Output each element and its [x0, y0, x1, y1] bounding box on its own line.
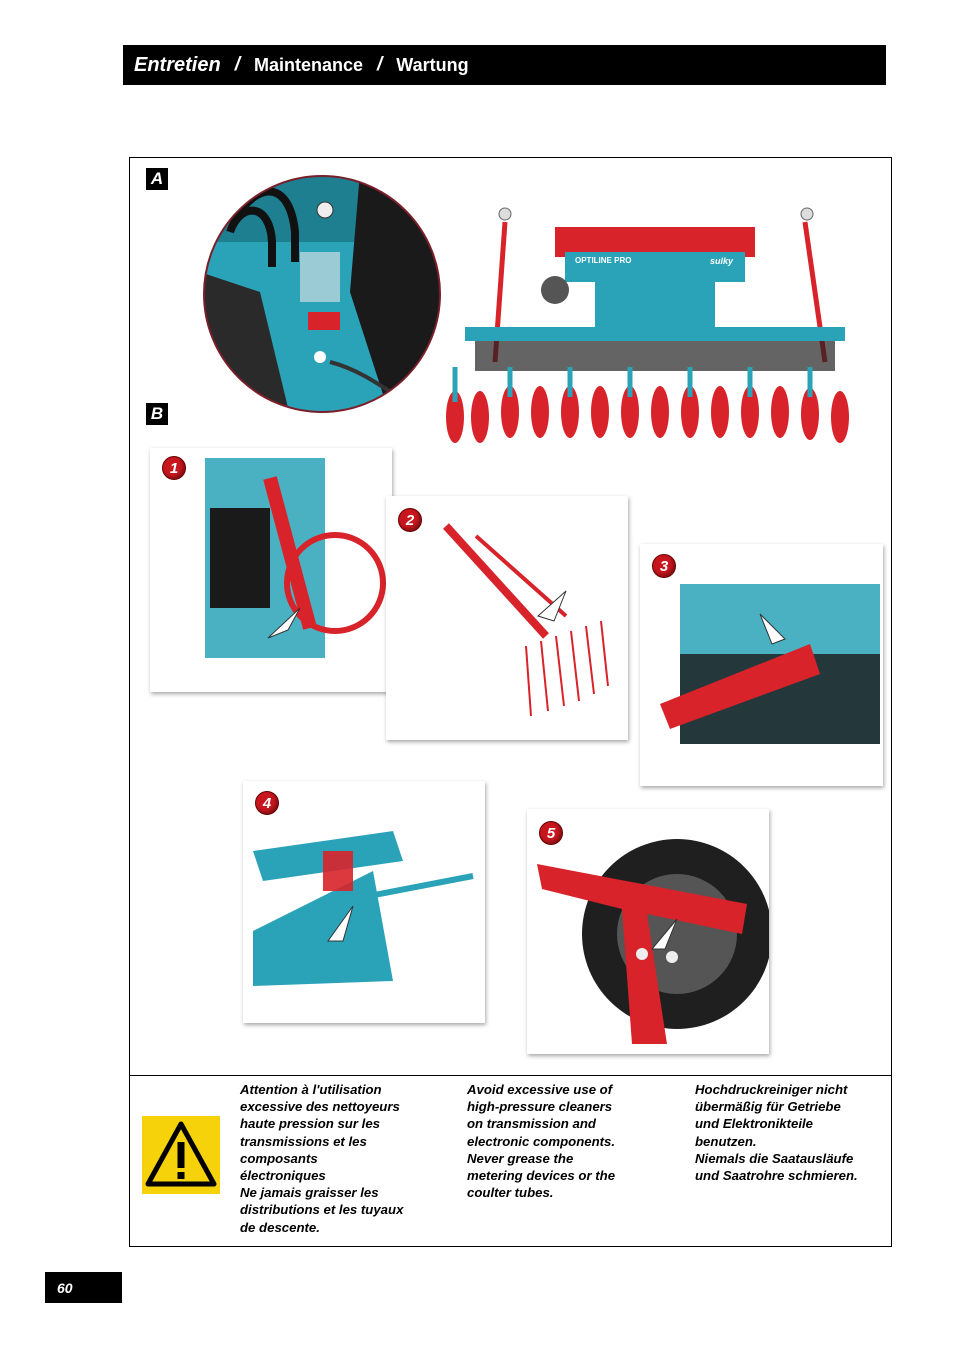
photo-step-5 [527, 809, 769, 1054]
header-separator: / [377, 54, 383, 75]
header-title-de: Wartung [396, 54, 469, 75]
step-number-2: 2 [398, 508, 422, 532]
detail-circle-photo [200, 172, 444, 416]
photo-step-1 [150, 448, 392, 692]
machine-model-label: OPTILINE PRO [575, 256, 632, 265]
photo-step-4 [243, 781, 485, 1023]
warning-text-fr: Attention à l'utilisation excessive des nettoyeurs haute pression sur les transmissions et les composants électroniques Ne jamais graisser les distributions et les tuyaux de descente. [240, 1082, 404, 1235]
step-number-1: 1 [162, 456, 186, 480]
section-a-label: A [146, 168, 168, 190]
step-number-5: 5 [539, 821, 563, 845]
photo-step-2 [386, 496, 628, 740]
warning-text-en: Avoid excessive use of high-pressure cleaners on transmission and electronic components. Never grease the metering devices or the coulter tubes. [467, 1082, 616, 1201]
seed-drill-machine-photo [435, 202, 865, 452]
warning-section [129, 1076, 892, 1247]
page-header [123, 45, 886, 85]
section-b-label: B [146, 403, 168, 425]
step-number-4: 4 [255, 791, 279, 815]
header-title-en: Maintenance [253, 54, 363, 75]
header-title-fr: Entretien [134, 53, 221, 76]
step-number-3: 3 [652, 554, 676, 578]
photo-step-3 [640, 544, 883, 786]
header-separator: / [234, 54, 240, 75]
warning-triangle-icon [142, 1116, 220, 1194]
page-number: 60 [45, 1272, 122, 1303]
machine-brand-label: sulky [710, 256, 734, 266]
figure-panel [129, 157, 892, 1076]
warning-text-de: Hochdruckreiniger nicht übermäßig für Getriebe und Elektronikteile benutzen. Niemals die Saatausläufe und Saatrohre schmieren. [695, 1082, 858, 1184]
